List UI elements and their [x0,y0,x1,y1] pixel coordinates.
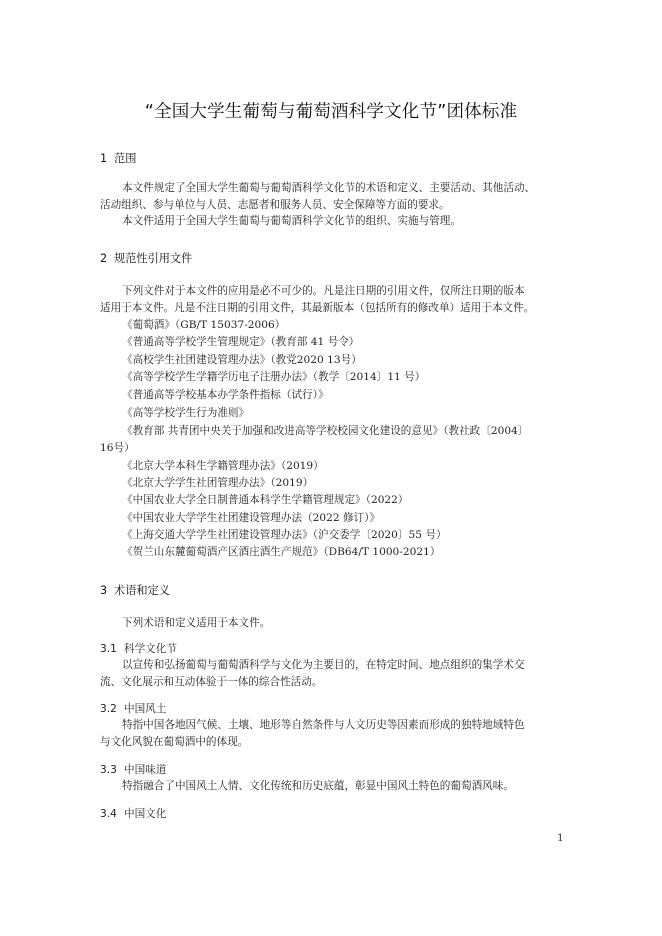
section-3-heading [100,582,170,598]
section-title: 术语和定义 [114,584,170,597]
term-3-1-heading [100,641,177,656]
reference-item: 《高等学校学生学籍学历电子注册办法》（教学〔2014〕11 号） [122,371,426,383]
paragraph-line: 适用于本文件。凡是不注日期的引用文件，其最新版本（包括所有的修改单）适用于本文件。 [100,302,535,314]
definition-line: 特指融合了中国风土人情、文化传统和历史底蕴，彰显中国风土特色的葡萄酒风味。 [122,780,514,792]
term-number: 3.3 [100,764,117,776]
term-3-4-heading [100,806,166,821]
reference-item: 《北京大学学生社团管理办法》（2019） [122,477,314,489]
term-name: 中国味道 [124,764,167,776]
section-number: 3 [100,584,108,597]
reference-item: 《教育部 共青团中央关于加强和改进高等学校校园文化建设的意见》（教社政〔2004〕 [122,425,529,437]
reference-item: 《贺兰山东麓葡萄酒产区酒庄酒生产规范》（DB64/T 1000-2021） [122,546,441,558]
document-title: “全国大学生葡萄与葡萄酒科学文化节”团体标准 [144,102,518,122]
term-name: 中国文化 [124,808,167,820]
term-3-2-heading [100,701,166,716]
reference-item: 《葡萄酒》（GB/T 15037-2006） [122,319,286,331]
reference-item: 《高等学校学生行为准则》 [122,407,250,419]
page-number: 1 [557,832,564,844]
reference-item: 16号） [100,442,135,454]
section-2-heading [100,250,192,266]
paragraph-line: 活动组织、参与单位与人员、志愿者和服务人员、安全保障等方面的要求。 [100,199,450,211]
section-title: 范围 [114,152,137,165]
reference-item: 《上海交通大学学生社团建设管理办法》（沪交委学〔2020〕55 号） [122,529,447,541]
term-number: 3.1 [100,643,117,655]
term-name: 科学文化节 [124,643,177,655]
reference-item: 《中国农业大学学生社团建设管理办法（2022 修订）》 [122,512,381,524]
reference-item: 《普通高等学校学生管理规定》（教育部 41 号令） [122,336,360,348]
definition-line: 流、文化展示和互动体验于一体的综合性活动。 [100,676,323,688]
term-name: 中国风土 [124,703,167,715]
paragraph-line: 本文件适用于全国大学生葡萄与葡萄酒科学文化节的组织、实施与管理。 [122,215,461,227]
term-number: 3.2 [100,703,117,715]
section-number: 2 [100,252,108,265]
paragraph-line: 本文件规定了全国大学生葡萄与葡萄酒科学文化节的术语和定义、主要活动、其他活动、 [122,182,536,194]
paragraph-line: 下列术语和定义适用于本文件。 [122,617,271,629]
definition-line: 与文化风貌在葡萄酒中的体现。 [100,736,249,748]
definition-line: 以宣传和弘扬葡萄与葡萄酒科学与文化为主要目的，在特定时间、地点组织的集学术交 [122,659,525,671]
reference-item: 《北京大学本科生学籍管理办法》（2019） [122,460,324,472]
section-title: 规范性引用文件 [114,252,193,265]
term-number: 3.4 [100,808,117,820]
definition-line: 特指中国各地因气候、土壤、地形等自然条件与人文历史等因素而形成的独特地域特色 [122,719,525,731]
section-1-heading [100,150,136,166]
reference-item: 《普通高等学校基本办学条件指标（试行）》 [122,389,329,401]
reference-item: 《中国农业大学全日制普通本科学生学籍管理规定》（2022） [122,494,409,506]
section-number: 1 [100,152,108,165]
reference-item: 《高校学生社团建设管理办法》（教党2020 13号） [122,354,362,366]
paragraph-line: 下列文件对于本文件的应用是必不可少的。凡是注日期的引用文件，仅所注日期的版本 [122,285,525,297]
term-3-3-heading [100,762,166,777]
